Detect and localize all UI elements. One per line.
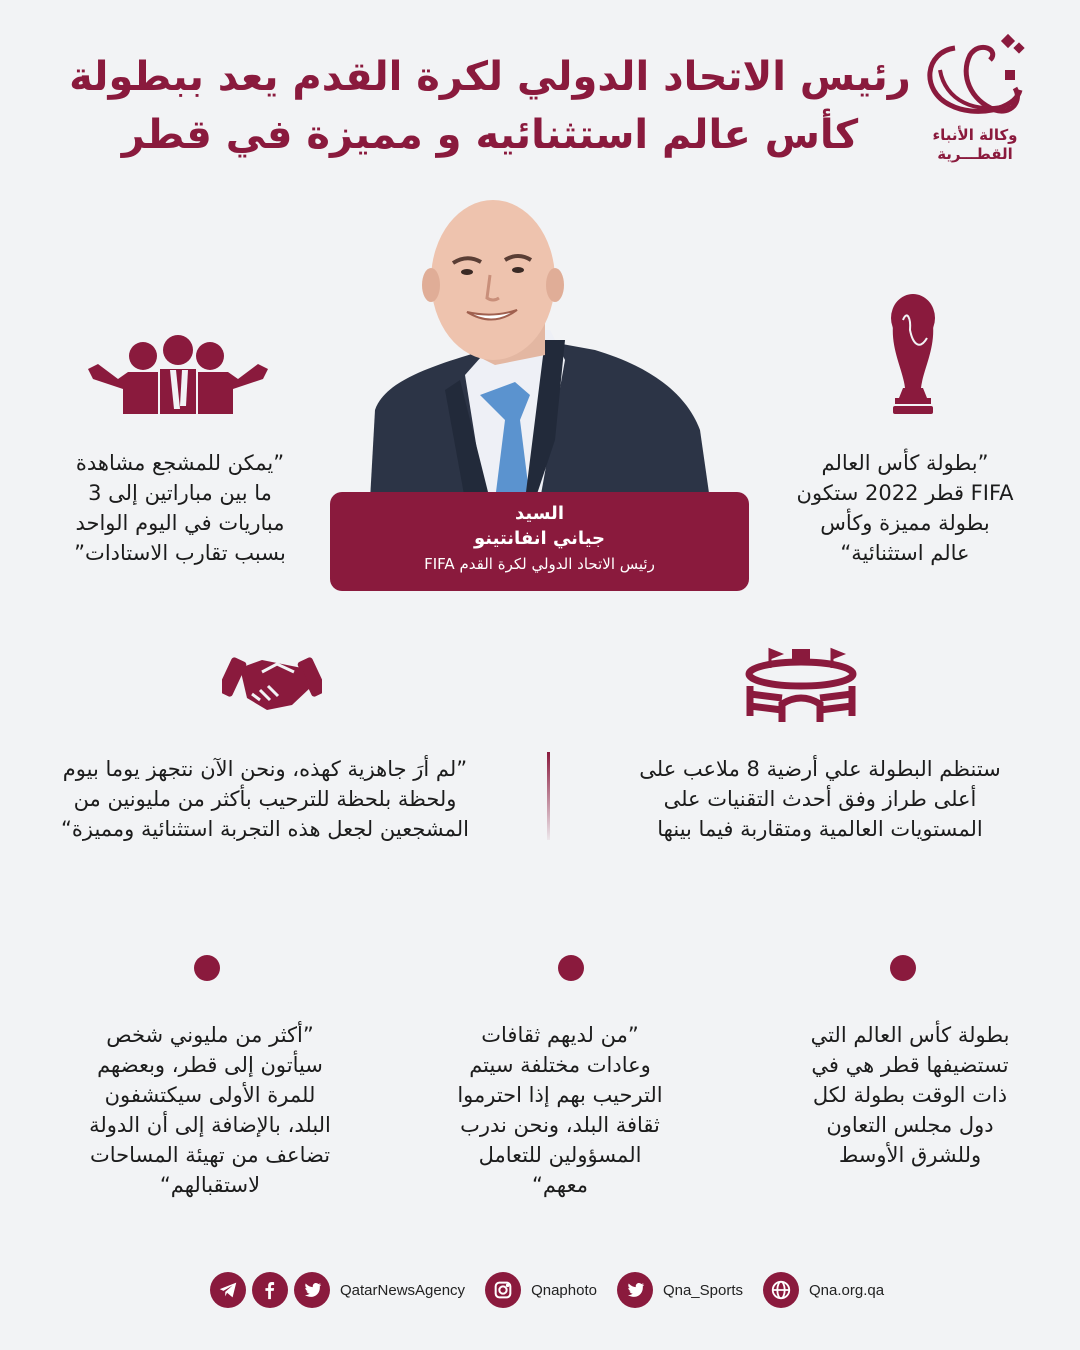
- quote-line: المستويات العالمية ومتقاربة فيما بينها: [657, 817, 983, 841]
- quote-region: [765, 1020, 1055, 1170]
- twitter-icon[interactable]: [294, 1272, 330, 1308]
- quote-line: ثقافة البلد، ونحن ندرب: [460, 1113, 660, 1137]
- facebook-icon[interactable]: [252, 1272, 288, 1308]
- quote-line: لاستقبالهم“: [159, 1173, 261, 1197]
- profile-name-card: [330, 492, 749, 591]
- portrait-photo: [365, 190, 725, 500]
- quote-line: عالم استثنائية“: [840, 541, 970, 565]
- quote-line: ”بطولة كأس العالم: [821, 451, 989, 475]
- profile-name: جياني انفانتينو: [473, 528, 606, 549]
- quote-line: بطولة مميزة وكأس: [820, 511, 990, 535]
- bullet-dot: [194, 955, 220, 981]
- quote-line: FIFA قطر 2022 ستكون: [796, 481, 1014, 505]
- quote-line: للمرة الأولى سيكتشفون: [104, 1083, 316, 1107]
- quote-line: ”يمكن للمشجع مشاهدة: [75, 451, 285, 475]
- quote-line: تستضيفها قطر هي في: [811, 1053, 1009, 1077]
- quote-line: البلد، بالإضافة إلى أن الدولة: [89, 1113, 331, 1137]
- instagram-icon[interactable]: [485, 1272, 521, 1308]
- quote-line: تضاعف من تهيئة المساحات: [89, 1143, 331, 1167]
- logo-text-line-1: وكالة الأنباء: [932, 126, 1018, 144]
- fans-group-icon: [88, 334, 268, 418]
- quote-line: ”لم أرَ جاهزية كهذه، ونحن الآن نتجهز يوما بيوم: [62, 757, 468, 781]
- quote-line: المسؤولين للتعامل: [478, 1143, 642, 1167]
- globe-icon[interactable]: [763, 1272, 799, 1308]
- title-line-1: رئيس الاتحاد الدولي لكرة القدم يعد ببطولة: [69, 54, 911, 100]
- profile-role: رئيس الاتحاد الدولي لكرة القدم FIFA: [424, 555, 655, 573]
- profile-honorific: السيد: [515, 503, 564, 524]
- quote-line: بسبب تقارب الاستادات”: [74, 541, 286, 565]
- website-link[interactable]: Qna.org.qa: [809, 1281, 885, 1299]
- quote-line: ذات الوقت بطولة لكل: [812, 1083, 1008, 1107]
- logo-text-line-2: القطـــرية: [937, 145, 1013, 163]
- title-line-2: كأس عالم استثنائيه و مميزة في قطر: [121, 112, 859, 158]
- section-divider: [547, 752, 550, 840]
- world-cup-trophy-icon: [885, 290, 940, 419]
- quote-line: ”أكثر من مليوني شخص: [106, 1023, 314, 1047]
- telegram-icon[interactable]: [210, 1272, 246, 1308]
- quote-readiness: [30, 754, 500, 844]
- quote-line: سيأتون إلى قطر، وبعضهم: [97, 1053, 323, 1077]
- qna-logo: [915, 30, 1045, 170]
- twitter-icon[interactable]: [617, 1272, 653, 1308]
- quote-line: ”من لديهم ثقافات: [481, 1023, 639, 1047]
- quote-fans: [30, 448, 330, 568]
- quote-visitors: [40, 1020, 380, 1200]
- handshake-icon: [222, 650, 322, 716]
- quote-line: ستنظم البطولة علي أرضية 8 ملاعب على: [639, 757, 1001, 781]
- quote-trophy: [760, 448, 1050, 568]
- bullet-dot: [890, 955, 916, 981]
- quote-line: وعادات مختلفة سيتم: [469, 1053, 651, 1077]
- quote-line: المشجعين لجعل هذه التجربة استثنائية ومميزة“: [60, 817, 469, 841]
- qna-logo-icon: [915, 30, 1035, 125]
- twitter-handle-sports[interactable]: Qna_Sports: [662, 1281, 743, 1299]
- quote-line: بطولة كأس العالم التي: [810, 1023, 1010, 1047]
- quote-stadiums: [590, 754, 1050, 844]
- quote-line: مباريات في اليوم الواحد: [75, 511, 285, 535]
- quote-line: وللشرق الأوسط: [838, 1143, 982, 1167]
- quote-line: ما بين مباراتين إلى 3: [88, 481, 272, 505]
- quote-line: دول مجلس التعاون: [826, 1113, 994, 1137]
- quote-line: الترحيب بهم إذا احترموا: [457, 1083, 663, 1107]
- quote-line: معهم“: [532, 1173, 588, 1197]
- social-footer: [210, 1270, 898, 1310]
- twitter-handle-qna[interactable]: QatarNewsAgency: [340, 1281, 466, 1299]
- stadium-icon: [742, 646, 860, 728]
- bullet-dot: [558, 955, 584, 981]
- instagram-handle[interactable]: Qnaphoto: [531, 1281, 597, 1299]
- quote-line: أعلى طراز وفق أحدث التقنيات على: [663, 787, 977, 811]
- quote-line: ولحظة بلحظة للترحيب بأكثر من مليونين من: [73, 787, 457, 811]
- quote-cultures: [410, 1020, 710, 1200]
- page-title: [60, 48, 920, 164]
